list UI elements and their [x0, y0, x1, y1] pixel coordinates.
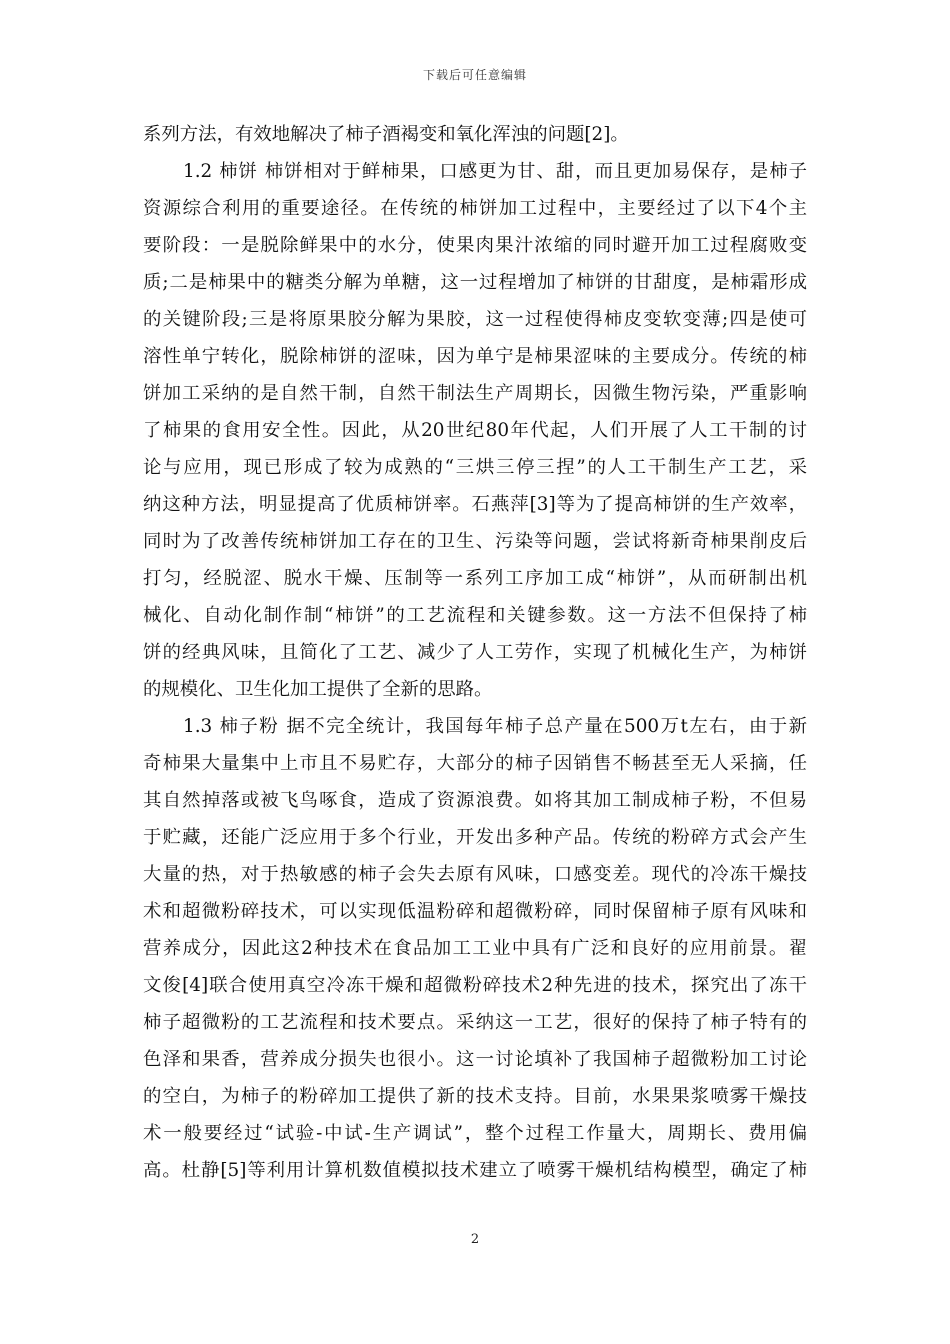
text-line: 资源综合利用的重要途径。在传统的柿饼加工过程中，主要经过了以下4个主	[143, 198, 807, 219]
text-line: 其自然掉落或被飞鸟啄食，造成了资源浪费。如将其加工制成柿子粉，不但易	[143, 790, 807, 811]
text-line: 纳这种方法，明显提高了优质柿饼率。石燕萍[3]等为了提高柿饼的生产效率，	[143, 494, 807, 515]
text-line: 质;二是柿果中的糖类分解为单糖，这一过程增加了柿饼的甘甜度，是柿霜形成	[143, 272, 807, 293]
text-line: 械化、自动化制作制“柿饼”的工艺流程和关键参数。这一方法不但保持了柿	[143, 605, 807, 626]
section-heading-line: 1.2 柿饼 柿饼相对于鲜柿果，口感更为甘、甜，而且更加易保存，是柿子	[183, 161, 807, 182]
text-line: 柿子超微粉的工艺流程和技术要点。采纳这一工艺，很好的保持了柿子特有的	[143, 1012, 807, 1033]
text-line: 的规模化、卫生化加工提供了全新的思路。	[143, 679, 493, 700]
text-line: 论与应用，现已形成了较为成熟的“三烘三停三捏”的人工干制生产工艺，采	[143, 457, 807, 478]
text-line: 的关键阶段;三是将原果胶分解为果胶，这一过程使得柿皮变软变薄;四是使可	[143, 309, 807, 330]
text-line: 饼的经典风味，且简化了工艺、减少了人工劳作，实现了机械化生产，为柿饼	[143, 642, 807, 663]
text-line: 同时为了改善传统柿饼加工存在的卫生、污染等问题，尝试将新奇柿果削皮后	[143, 531, 807, 552]
text-line: 大量的热，对于热敏感的柿子会失去原有风味，口感变差。现代的冷冻干燥技	[143, 864, 807, 885]
text-line: 了柿果的食用安全性。因此，从20世纪80年代起，人们开展了人工干制的讨	[143, 420, 807, 441]
text-line: 营养成分，因此这2种技术在食品加工工业中具有广泛和良好的应用前景。翟	[143, 938, 807, 959]
section-heading-line: 1.3 柿子粉 据不完全统计，我国每年柿子总产量在500万t左右，由于新	[183, 716, 807, 737]
text-line: 术和超微粉碎技术，可以实现低温粉碎和超微粉碎，同时保留柿子原有风味和	[143, 901, 807, 922]
text-line: 溶性单宁转化，脱除柿饼的涩味，因为单宁是柿果涩味的主要成分。传统的柿	[143, 346, 807, 367]
page-header-note: 下载后可任意编辑	[422, 68, 527, 82]
text-line: 于贮藏，还能广泛应用于多个行业，开发出多种产品。传统的粉碎方式会产生	[143, 827, 807, 848]
text-line: 术一般要经过“试验-中试-生产调试”，整个过程工作量大，周期长、费用偏	[143, 1123, 807, 1144]
text-line: 高。杜静[5]等利用计算机数值模拟技术建立了喷雾干燥机结构模型，确定了柿	[143, 1160, 807, 1181]
text-line: 打匀，经脱涩、脱水干燥、压制等一系列工序加工成“柿饼”，从而研制出机	[143, 568, 807, 589]
page-number: 2	[470, 1232, 480, 1247]
text-line: 的空白，为柿子的粉碎加工提供了新的技术支持。目前，水果果浆喷雾干燥技	[143, 1086, 807, 1107]
text-line: 要阶段：一是脱除鲜果中的水分，使果肉果汁浓缩的同时避开加工过程腐败变	[143, 235, 807, 256]
body-text	[143, 116, 807, 1189]
text-line: 文俊[4]联合使用真空冷冻干燥和超微粉碎技术2种先进的技术，探究出了冻干	[143, 975, 807, 996]
text-line: 饼加工采纳的是自然干制，自然干制法生产周期长，因微生物污染，严重影响	[143, 383, 807, 404]
text-line: 色泽和果香，营养成分损失也很小。这一讨论填补了我国柿子超微粉加工讨论	[143, 1049, 807, 1070]
text-line: 系列方法，有效地解决了柿子酒褐变和氧化浑浊的问题[2]。	[143, 124, 629, 145]
text-line: 奇柿果大量集中上市且不易贮存，大部分的柿子因销售不畅甚至无人采摘，任	[143, 753, 807, 774]
